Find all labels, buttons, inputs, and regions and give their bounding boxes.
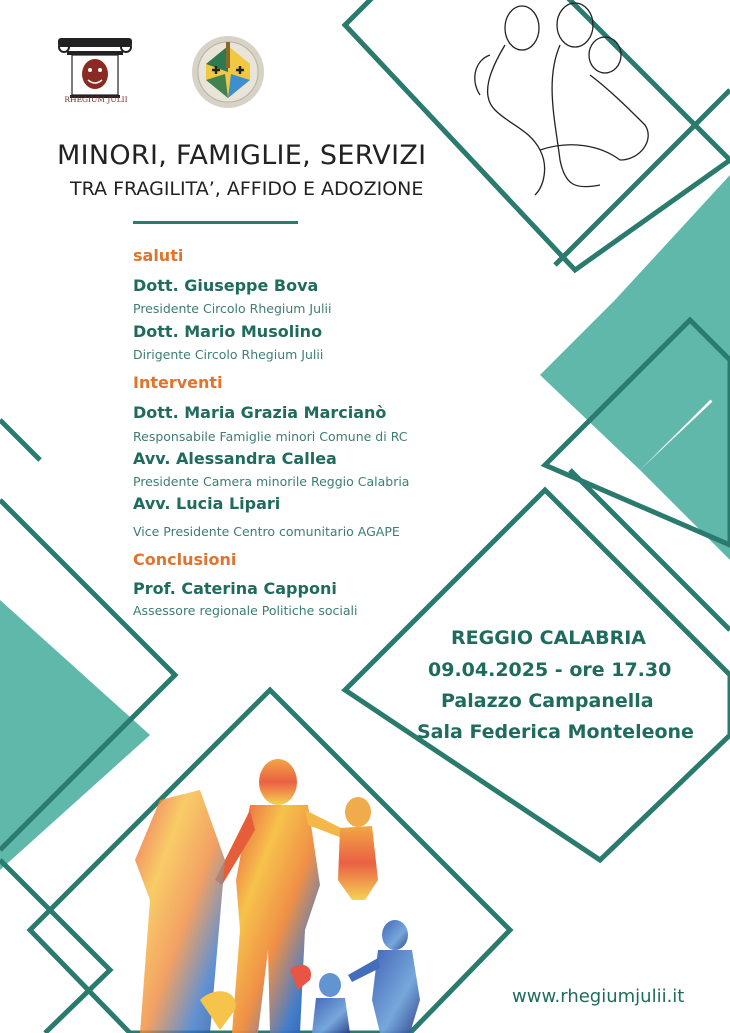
speaker-name: Prof. Caterina Capponi bbox=[133, 579, 337, 598]
speaker-role: Presidente Circolo Rhegium Julii bbox=[133, 301, 332, 316]
section-conclusioni-label: Conclusioni bbox=[133, 550, 237, 569]
speaker-name: Avv. Alessandra Callea bbox=[133, 449, 337, 468]
event-city: REGGIO CALABRIA bbox=[451, 627, 646, 649]
speaker-role: Presidente Camera minorile Reggio Calabria bbox=[133, 474, 410, 489]
event-room: Sala Federica Monteleone bbox=[417, 721, 694, 743]
speaker-role: Dirigente Circolo Rhegium Julii bbox=[133, 347, 324, 362]
event-venue: Palazzo Campanella bbox=[441, 690, 654, 712]
association-name-label: RHEGIUM JULII bbox=[64, 95, 128, 104]
page-subtitle: TRA FRAGILITA’, AFFIDO E ADOZIONE bbox=[70, 178, 424, 200]
region-crest-emblem bbox=[192, 36, 264, 108]
outline-line-left-3 bbox=[0, 420, 40, 460]
speaker-name: Dott. Maria Grazia Marcianò bbox=[133, 403, 387, 422]
speaker-name: Dott. Giuseppe Bova bbox=[133, 276, 319, 295]
page-title: MINORI, FAMIGLIE, SERVIZI bbox=[57, 140, 427, 171]
event-datetime: 09.04.2025 - ore 17.30 bbox=[428, 659, 672, 681]
speaker-name: Avv. Lucia Lipari bbox=[133, 494, 281, 513]
speaker-role: Assessore regionale Politiche sociali bbox=[133, 603, 358, 618]
website-link[interactable]: www.rhegiumjulii.it bbox=[512, 986, 685, 1007]
section-interventi-label: Interventi bbox=[133, 373, 223, 392]
outline-diamond-top bbox=[345, 0, 730, 270]
speaker-role: Responsabile Famiglie minori Comune di RC bbox=[133, 429, 408, 444]
column-lion-emblem bbox=[58, 38, 132, 98]
speaker-name: Dott. Mario Musolino bbox=[133, 322, 323, 341]
title-divider bbox=[133, 221, 298, 224]
section-saluti-label: saluti bbox=[133, 246, 184, 265]
outline-line-left-2 bbox=[0, 860, 110, 1033]
speaker-role: Vice Presidente Centro comunitario AGAPE bbox=[133, 524, 400, 539]
family-line-drawing bbox=[475, 3, 648, 195]
